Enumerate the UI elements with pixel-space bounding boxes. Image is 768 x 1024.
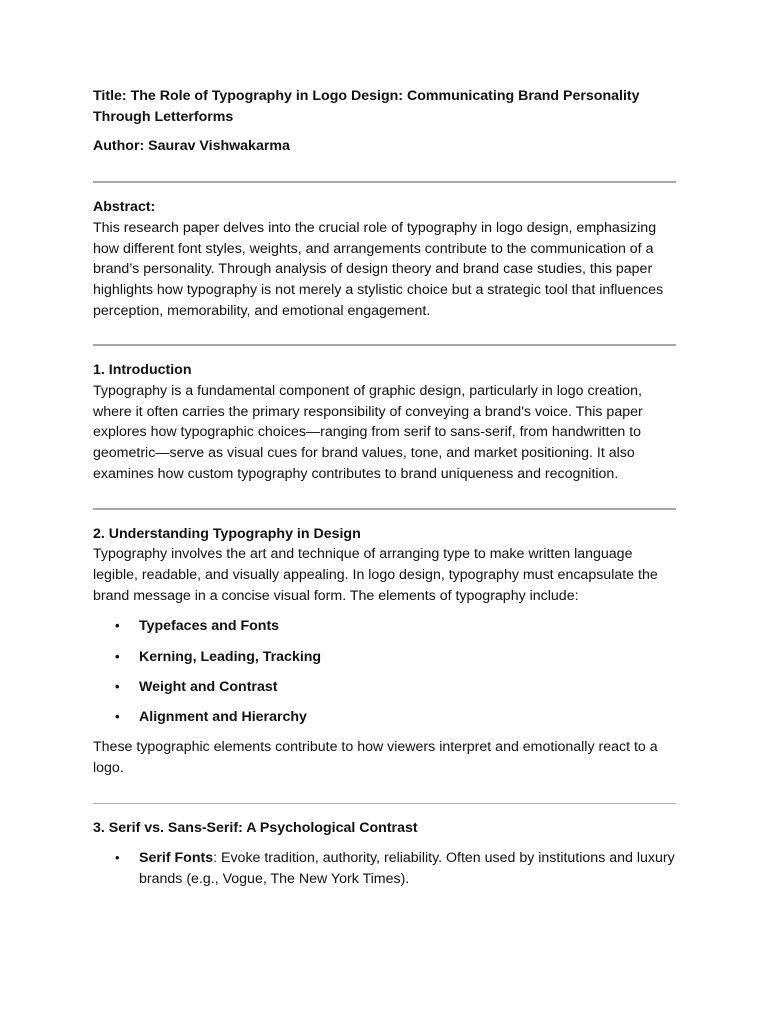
list-item [93, 848, 676, 889]
abstract-section [93, 197, 676, 321]
paper-author: Author: Saurav Vishwakarma [93, 138, 290, 155]
serif-description: : Evoke tradition, authority, reliability. Often used by institutions and luxury brands (e.g., Vogue, The New York Times). [139, 850, 675, 887]
paper-title: Title: The Role of Typography in Logo Design: Communicating Brand Personality Through Letterforms [93, 88, 640, 125]
serif-list [93, 848, 676, 889]
list-item: • Weight and Contrast [93, 677, 676, 698]
section-divider [93, 508, 676, 510]
section-divider [93, 344, 676, 346]
introduction-heading: 1. Introduction [93, 362, 192, 379]
section-divider [93, 181, 676, 183]
abstract-heading: Abstract: [93, 199, 156, 216]
abstract-text: This research paper delves into the crucial role of typography in logo design, emphasizing how different font styles, weights, and arrangements contribute to the communication of a brand’s personality. Through analysis of design theory and brand case studies, this paper highlights how typography is not merely a stylistic choice but a strategic tool that influences perception, memorability, and emotional engagement. [93, 219, 664, 319]
document-page [93, 86, 676, 890]
list-item: • Alignment and Hierarchy [93, 707, 676, 728]
introduction-text: Typography is a fundamental component of graphic design, particularly in logo creation, where it often carries the primary responsibility of conveying a brand's voice. This paper explores how typographic choices—ranging from serif to sans-serif, from handwritten to geometric—serve as visual cues for brand values, tone, and market positioning. It also examines how custom typography contributes to brand uniqueness and recognition. [93, 383, 643, 482]
serif-term: Serif Fonts [139, 850, 214, 867]
list-item: • Kerning, Leading, Tracking [93, 647, 676, 668]
serif-section [93, 818, 676, 890]
section-divider [93, 803, 676, 804]
serif-heading: 3. Serif vs. Sans-Serif: A Psychological Contrast [93, 819, 418, 836]
understanding-text: Typography involves the art and technique of arranging type to make written language legible, readable, and visually appealing. In logo design, typography must encapsulate the brand message in a concise visual form. The elements of typography include: [93, 546, 658, 604]
understanding-section [93, 524, 676, 779]
understanding-heading: 2. Understanding Typography in Design [93, 525, 361, 542]
typography-elements-list [93, 616, 676, 727]
list-item: • Typefaces and Fonts [93, 616, 676, 637]
introduction-section [93, 360, 676, 484]
understanding-closing: These typographic elements contribute to how viewers interpret and emotionally react to a logo. [93, 739, 658, 776]
